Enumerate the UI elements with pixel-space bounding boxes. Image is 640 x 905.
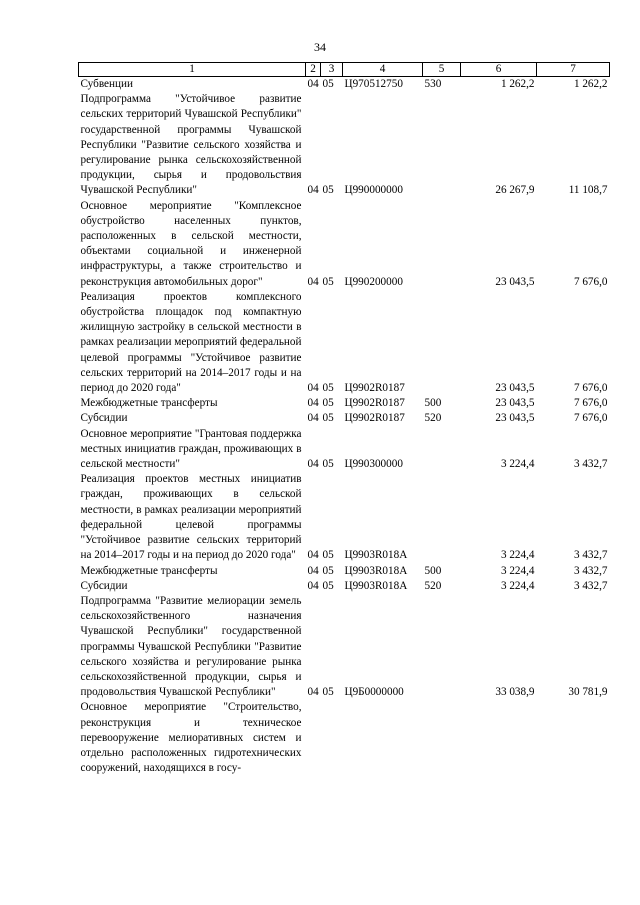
table-row bbox=[79, 290, 610, 396]
row-name: Субвенции bbox=[80, 78, 133, 90]
row-amount-2: 30 781,9 bbox=[568, 686, 608, 699]
column-header-2: 2 bbox=[306, 63, 321, 77]
row-name: Межбюджетные трансферты bbox=[80, 397, 218, 410]
table-row bbox=[79, 199, 610, 290]
budget-table bbox=[78, 62, 610, 776]
row-target-code: Ц990200000 bbox=[344, 275, 403, 288]
table-row bbox=[79, 472, 610, 563]
row-name: Субсидии bbox=[80, 412, 128, 425]
row-expense-type bbox=[423, 290, 461, 396]
row-section bbox=[306, 700, 321, 776]
row-name: Межбюджетные трансферты bbox=[80, 564, 218, 577]
row-subsection: 05 bbox=[322, 412, 334, 425]
row-expense-type bbox=[423, 472, 461, 563]
row-amount-1: 23 043,5 bbox=[495, 412, 535, 425]
row-amount-1: 23 043,5 bbox=[495, 397, 535, 410]
row-subsection: 05 bbox=[322, 184, 334, 197]
row-section: 04 bbox=[307, 686, 319, 699]
column-header-1: 1 bbox=[79, 63, 306, 77]
row-amount-1 bbox=[461, 700, 537, 776]
row-amount-2: 3 432,7 bbox=[573, 579, 608, 592]
row-name: Подпрограмма "Развитие мелиорации земель сельскохозяйственного назначения Чувашской Республики" государственной программы Чувашской Республики "Развитие сельского хозяйства и регулирование рынка сельскохозяйственной продукции, сырья и продовольствия Чувашской Республики" bbox=[80, 594, 302, 699]
row-amount-2: 3 432,7 bbox=[573, 549, 608, 562]
row-subsection: 05 bbox=[322, 564, 334, 577]
row-subsection: 05 bbox=[322, 397, 334, 410]
row-amount-1: 3 224,4 bbox=[500, 549, 535, 562]
row-amount-1: 23 043,5 bbox=[495, 382, 535, 395]
row-section: 04 bbox=[307, 458, 319, 471]
row-name: Основное мероприятие "Строительство, реконструкция и техническое перевооружение мелиоративных систем и отдельно расположенных гидротехнических сооружений, находящихся в госу- bbox=[80, 701, 302, 775]
row-amount-2: 7 676,0 bbox=[573, 412, 608, 425]
row-target-code: Ц9902R0187 bbox=[344, 382, 405, 395]
row-amount-1: 33 038,9 bbox=[495, 686, 535, 699]
table-row bbox=[79, 77, 610, 93]
row-expense-type bbox=[423, 199, 461, 290]
row-section: 04 bbox=[307, 564, 319, 577]
row-target-code: Ц9Б0000000 bbox=[344, 686, 404, 699]
row-section: 04 bbox=[307, 412, 319, 425]
row-subsection: 05 bbox=[322, 686, 334, 699]
row-expense-type: 520 bbox=[424, 579, 442, 592]
row-subsection: 05 bbox=[322, 78, 334, 90]
column-header-5: 5 bbox=[423, 63, 461, 77]
row-amount-1: 1 262,2 bbox=[500, 78, 535, 90]
column-number-row bbox=[79, 63, 610, 77]
column-header-6: 6 bbox=[461, 63, 537, 77]
row-target-code: Ц9903R018A bbox=[344, 549, 408, 562]
row-amount-2: 7 676,0 bbox=[573, 275, 608, 288]
row-expense-type bbox=[423, 427, 461, 473]
row-amount-1: 3 224,4 bbox=[500, 564, 535, 577]
row-amount-1: 23 043,5 bbox=[495, 275, 535, 288]
table-row bbox=[79, 564, 610, 579]
column-header-7: 7 bbox=[537, 63, 610, 77]
row-target-code: Ц9902R0187 bbox=[344, 412, 405, 425]
row-subsection: 05 bbox=[322, 579, 334, 592]
row-amount-2: 11 108,7 bbox=[568, 184, 608, 197]
row-expense-type: 500 bbox=[424, 564, 442, 577]
page-number: 34 bbox=[314, 40, 326, 54]
row-amount-1: 3 224,4 bbox=[500, 579, 535, 592]
table-row bbox=[79, 594, 610, 700]
row-expense-type: 530 bbox=[424, 78, 442, 90]
table-row bbox=[79, 396, 610, 411]
row-name: Реализация проектов комплексного обустройства площадок под компактную жилищную застройку в сельской местности в рамках реализации мероприятий федеральной целевой программы "Устойчивое развитие сельских территорий на 2014–2017 годы и на период до 2020 года" bbox=[80, 290, 302, 395]
table-row bbox=[79, 427, 610, 473]
row-amount-1: 3 224,4 bbox=[500, 458, 535, 471]
column-header-3: 3 bbox=[321, 63, 343, 77]
table-row bbox=[79, 700, 610, 776]
row-subsection: 05 bbox=[322, 382, 334, 395]
row-section: 04 bbox=[307, 78, 319, 90]
row-amount-2: 7 676,0 bbox=[573, 382, 608, 395]
row-subsection: 05 bbox=[322, 458, 334, 471]
row-name: Основное мероприятие "Комплексное обустройство населенных пунктов, расположенных в сельской местности, объектами социальной и инженерной инфраструктуры, а также строительство и реконструкция автомобильных дорог" bbox=[80, 199, 302, 288]
row-target-code bbox=[343, 700, 423, 776]
row-name: Подпрограмма "Устойчивое развитие сельских территорий Чувашской Республики" государственной программы Чувашской Республики "Развитие сельского хозяйства и регулирование рынка сельскохозяйственной продукции, сырья и продовольствия Чувашской Республики" bbox=[80, 93, 302, 197]
row-subsection: 05 bbox=[322, 275, 334, 288]
row-target-code: Ц990000000 bbox=[344, 184, 403, 197]
row-amount-2 bbox=[537, 700, 610, 776]
row-amount-2: 1 262,2 bbox=[573, 78, 608, 90]
column-header-4: 4 bbox=[343, 63, 423, 77]
row-amount-2: 3 432,7 bbox=[573, 458, 608, 471]
row-section: 04 bbox=[307, 382, 319, 395]
row-target-code: Ц970512750 bbox=[344, 78, 403, 90]
row-subsection: 05 bbox=[322, 549, 334, 562]
row-target-code: Ц990300000 bbox=[344, 458, 403, 471]
row-expense-type bbox=[423, 92, 461, 198]
row-name: Реализация проектов местных инициатив граждан, проживающих в сельской местности, в рамках реализации мероприятий федеральной целевой программы "Устойчивое развитие сельских территорий на 2014–2017 годы и на период до 2020 года" bbox=[80, 473, 302, 562]
row-amount-2: 3 432,7 bbox=[573, 564, 608, 577]
row-section: 04 bbox=[307, 275, 319, 288]
row-expense-type: 500 bbox=[424, 397, 442, 410]
row-expense-type bbox=[423, 700, 461, 776]
row-section: 04 bbox=[307, 184, 319, 197]
table-row bbox=[79, 411, 610, 426]
row-subsection bbox=[321, 700, 343, 776]
row-amount-1: 26 267,9 bbox=[495, 184, 535, 197]
row-target-code: Ц9902R0187 bbox=[344, 397, 405, 410]
row-target-code: Ц9903R018A bbox=[344, 579, 408, 592]
row-expense-type: 520 bbox=[424, 412, 442, 425]
row-amount-2: 7 676,0 bbox=[573, 397, 608, 410]
row-target-code: Ц9903R018A bbox=[344, 564, 408, 577]
table-row bbox=[79, 579, 610, 594]
row-name: Основное мероприятие "Грантовая поддержка местных инициатив граждан, проживающих в сельской местности" bbox=[80, 427, 302, 471]
table-row bbox=[79, 92, 610, 198]
row-expense-type bbox=[423, 594, 461, 700]
row-section: 04 bbox=[307, 579, 319, 592]
row-name: Субсидии bbox=[80, 579, 128, 592]
row-section: 04 bbox=[307, 549, 319, 562]
row-section: 04 bbox=[307, 397, 319, 410]
